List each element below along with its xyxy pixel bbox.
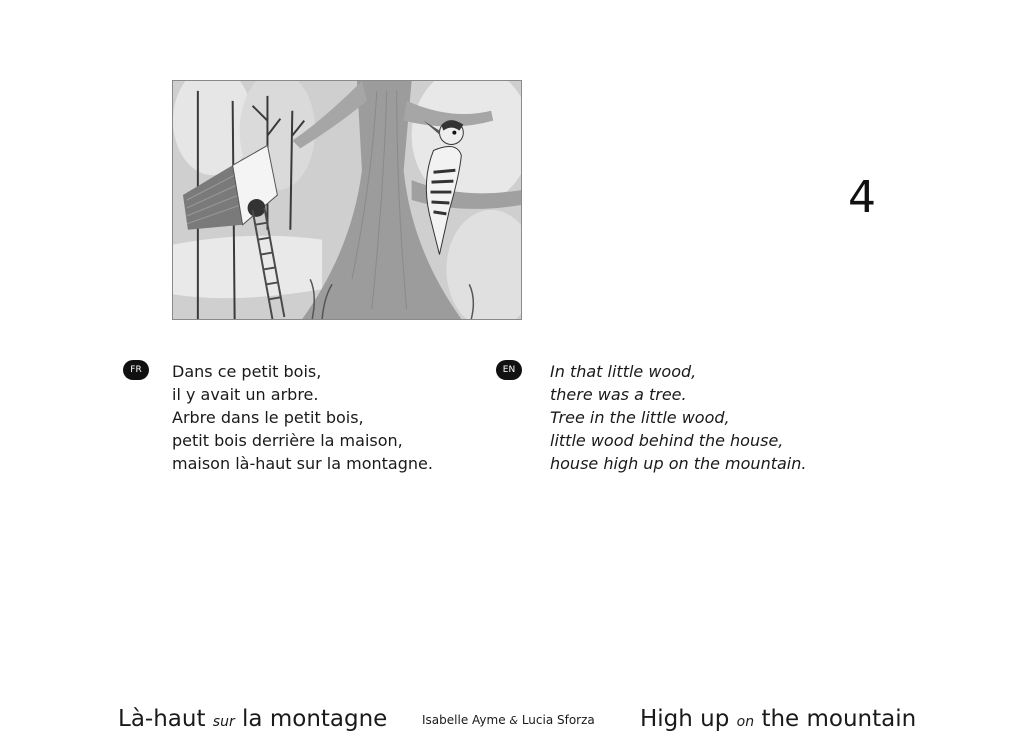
english-poem-line: Tree in the little wood, [550, 408, 730, 427]
title-fr-small: sur [212, 714, 235, 730]
footer-title-french [118, 704, 387, 737]
title-en-part1: High up [640, 706, 730, 732]
english-poem-line: there was a tree. [550, 385, 687, 404]
title-en-part2: the mountain [761, 706, 917, 732]
french-poem [172, 360, 433, 475]
french-poem-line: Arbre dans le petit bois, [172, 408, 364, 427]
author-2: Lucia Sforza [521, 713, 595, 727]
woodpecker-tree-illustration [172, 80, 522, 320]
french-poem-line: maison là-haut sur la montagne. [172, 454, 433, 473]
page-number: 4 [848, 172, 876, 223]
illustration-svg [173, 81, 521, 319]
author-1: Isabelle Ayme [422, 713, 506, 727]
english-poem-line: In that little wood, [550, 362, 697, 381]
english-poem-line: house high up on the mountain. [550, 454, 807, 473]
english-poem-line: little wood behind the house, [550, 431, 784, 450]
french-poem-line: Dans ce petit bois, [172, 362, 322, 381]
authors-ampersand: & [509, 714, 518, 727]
french-poem-line: il y avait un arbre. [172, 385, 319, 404]
footer-title-english [640, 704, 916, 737]
title-fr-part2: la montagne [242, 706, 388, 732]
title-fr-part1: Là-haut [118, 706, 206, 732]
english-poem [550, 360, 806, 475]
french-language-badge: FR [123, 360, 149, 380]
english-language-badge: EN [496, 360, 522, 380]
title-en-small: on [736, 714, 755, 730]
footer-authors [422, 713, 595, 727]
french-poem-line: petit bois derrière la maison, [172, 431, 403, 450]
